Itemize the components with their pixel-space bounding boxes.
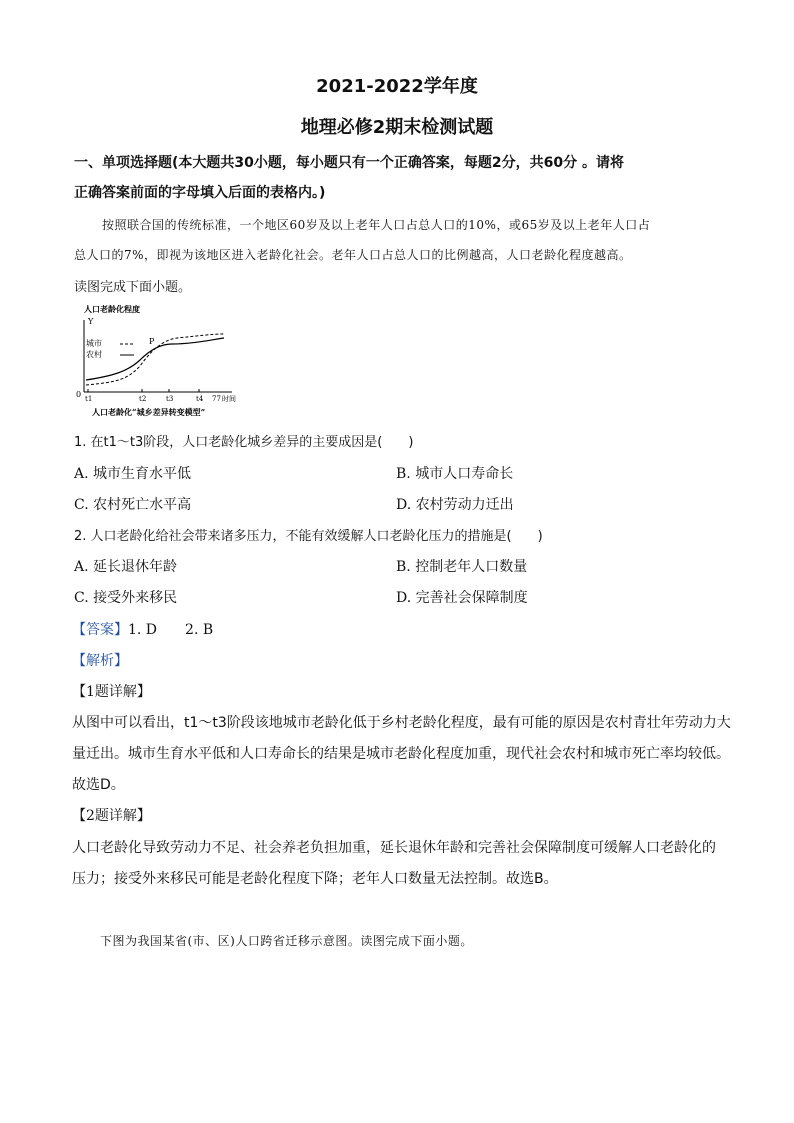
detail1-line3: 故选D。 [72,777,125,793]
q2-option-a: A. 延长退休年龄 [74,559,178,575]
answer-tag: 【答案】 [72,622,128,638]
chart-ylabel: 人口老龄化程度 [84,304,140,314]
q1-option-a: A. 城市生育水平低 [74,466,192,482]
document-title-year: 2021-2022学年度 [316,76,478,97]
section-heading-line1: 一、单项选择题(本大题共30小题，每小题只有一个正确答案，每题2分，共60分 。请将 [74,155,624,171]
analysis-tag: 【解析】 [72,653,128,669]
next-section-intro: 下图为我国某省(市、区)人口跨省迁移示意图。读图完成下面小题。 [100,934,473,948]
chart-legend [86,338,134,359]
document-title: 地理必修2期末检测试题 [300,117,494,138]
read-prompt: 读图完成下面小题。 [74,280,192,295]
x-tick-label-t3: t3 [166,395,174,403]
q2-option-c: C. 接受外来移民 [74,590,178,606]
detail2-line1: 人口老龄化导致劳动力不足、社会养老负担加重，延长退休年龄和完善社会保障制度可缓解人口老龄化的 [72,840,716,856]
q2-stem: 2. 人口老龄化给社会带来诸多压力，不能有效缓解人口老龄化压力的措施是( ) [74,529,543,544]
answer-text: 1. D 2. B [128,622,214,638]
intro-line2: 总人口的7%，即视为该地区进入老龄化社会。老年人口占总人口的比例越高，人口老龄化程度越高。 [74,248,632,262]
detail2-tag: 【2题详解】 [72,808,151,824]
chart-origin-label: 0 [76,390,82,399]
legend-label-city: 城市 [86,339,102,348]
q1-option-c: C. 农村死亡水平高 [74,497,192,513]
q1-option-b: B. 城市人口寿命长 [396,466,514,482]
q2-option-b: B. 控制老年人口数量 [396,559,528,575]
x-tick-label-t2: t2 [139,395,147,403]
legend-label-rural: 农村 [86,350,102,359]
chart-title: 人口老龄化“城乡差异转变模型” [92,407,206,417]
intro-line1: 按照联合国的传统标准，一个地区60岁及以上老年人口占总人口的10%，或65岁及以上老年人口占 [102,218,651,232]
chart-point-label: P [149,337,155,346]
chart-y-symbol: Y [88,317,94,326]
q1-stem: 1. 在t1～t3阶段，人口老龄化城乡差异的主要成因是( ) [74,435,414,450]
detail2-line2: 压力；接受外来移民可能是老龄化程度下降；老年人口数量无法控制。故选B。 [72,871,558,887]
chart-x-ticks [85,389,236,403]
detail1-line1: 从图中可以看出，t1～t3阶段该地城市老龄化低于乡村老龄化程度，最有可能的原因是农村青壮年劳动力大 [72,715,731,731]
x-tick-label-t1: t1 [85,395,93,403]
x-tick-label-end: 77 [212,395,221,403]
series-line-rural [86,338,224,380]
x-tick-label-t4: t4 [196,395,204,403]
detail1-line2: 量迁出。城市生育水平低和人口寿命长的结果是城市老龄化程度加重，现代社会农村和城市死亡率均较低。 [72,746,730,762]
aging-model-chart [72,302,242,422]
chart-xlabel: 时间 [222,395,236,403]
section-heading-line2: 正确答案前面的字母填入后面的表格内。) [74,185,326,201]
answer-line [72,619,213,639]
detail1-tag: 【1题详解】 [72,684,151,700]
q2-option-d: D. 完善社会保障制度 [396,590,528,606]
q1-option-d: D. 农村劳动力迁出 [396,497,514,513]
